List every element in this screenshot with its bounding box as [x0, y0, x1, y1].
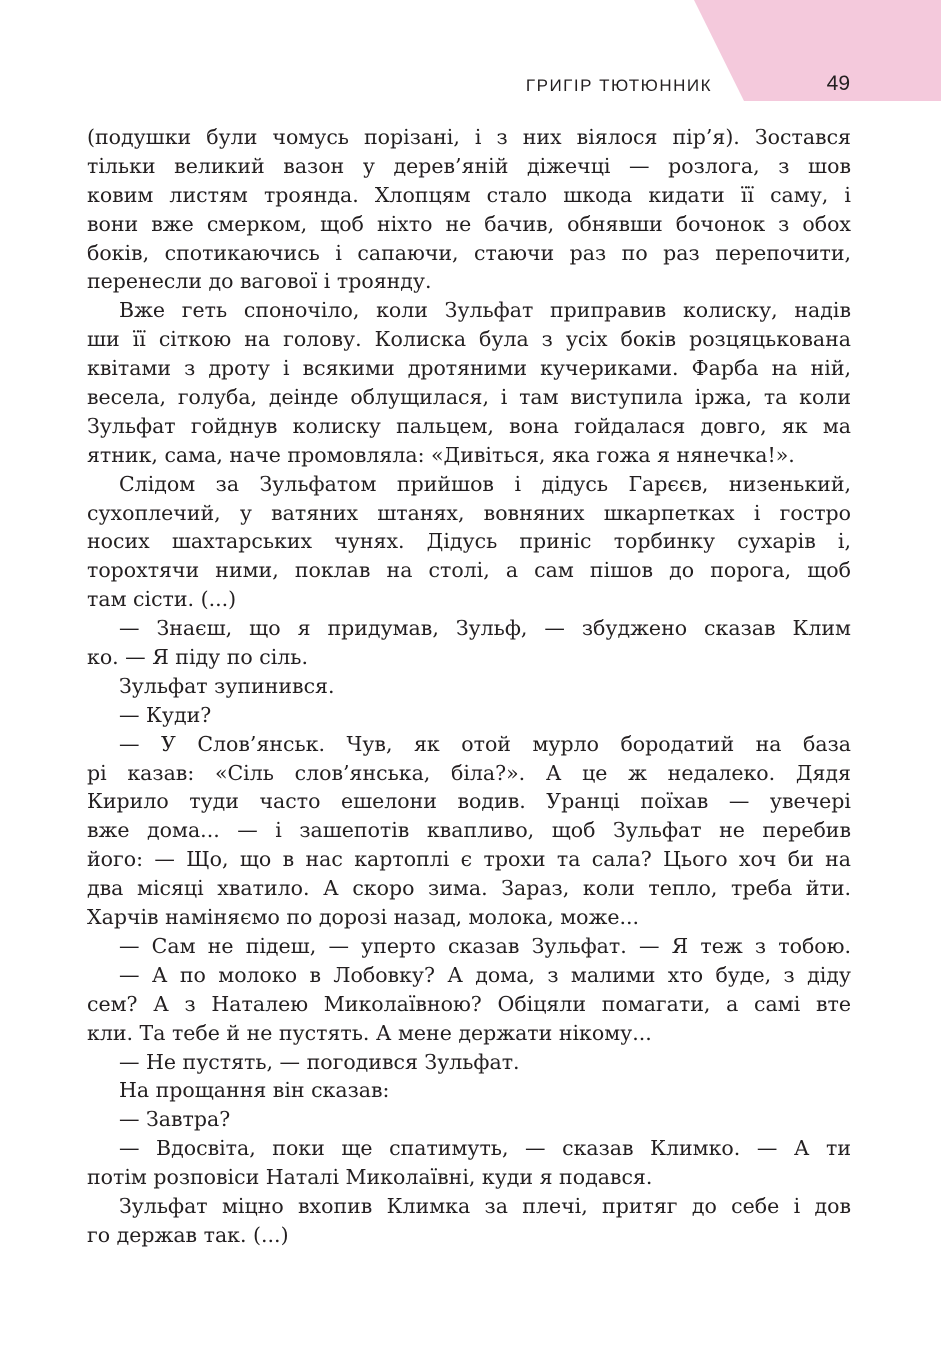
body-line: боків, спотикаючись і сапаючи, стаючи раз по раз перепочити,	[87, 240, 851, 265]
body-line: — Сам не підеш, — уперто сказав Зульфат. — Я теж з тобою.	[119, 933, 851, 958]
body-line: На прощання він сказав:	[119, 1078, 390, 1103]
body-line: два місяці хватило. А скоро зима. Зараз, коли тепло, треба йти.	[87, 876, 851, 901]
running-head-author: ГРИГІР ТЮТЮННИК	[525, 76, 712, 95]
body-line: торохтячи ними, поклав на столі, а сам пішов до порога, щоб	[87, 558, 851, 583]
page-number: 49	[826, 72, 850, 95]
body-line: (подушки були чомусь порізані, і з них віялося пір’я). Зостався	[87, 125, 851, 149]
body-line: вже дома... — і зашепотів квапливо, щоб Зульфат не перебив	[87, 818, 851, 843]
body-line: — А по молоко в Лобовку? А дома, з малими хто буде, з діду	[119, 962, 851, 987]
body-line: ятник, сама, наче промовляла: «Дивіться, яка гожа я нянечка!».	[87, 442, 795, 467]
body-line: го держав так. (...)	[87, 1222, 289, 1247]
body-line: Кирило туди часто ешелони водив. Уранці поїхав — увечері	[87, 789, 851, 814]
body-line: його: — Що, що в нас картоплі є трохи та сала? Цього хоч би на	[87, 847, 851, 872]
body-line: сухоплечий, у ватяних штанях, вовняних шкарпетках і гостро	[87, 500, 851, 525]
body-line: потім розповіси Наталі Миколаївні, куди я подався.	[87, 1165, 653, 1190]
body-line: Зульфат міцно вхопив Климка за плечі, притяг до себе і дов	[119, 1193, 851, 1218]
body-line: перенесли до вагової і троянду.	[87, 269, 432, 294]
body-line: — Куди?	[119, 702, 212, 727]
body-text	[87, 123, 851, 1250]
body-line: — Завтра?	[119, 1107, 231, 1132]
body-line: ковим листям троянда. Хлопцям стало шкода кидати її саму, і	[87, 182, 851, 207]
body-line: кли. Та тебе й не пустять. А мене держати нікому...	[87, 1020, 652, 1045]
body-line: Харчів наміняємо по дорозі назад, молока, може...	[87, 905, 640, 930]
body-line: Зульфат зупинився.	[119, 673, 335, 698]
body-line: Зульфат гойднув колиску пальцем, вона гойдалася довго, як ма	[87, 413, 851, 438]
body-line: вони вже смерком, щоб ніхто не бачив, обнявши бочонок з обох	[87, 211, 851, 236]
body-line: ши її сіткою на голову. Колиска була з усіх боків розцяцькована	[87, 327, 851, 352]
body-line: — Не пустять, — погодився Зульфат.	[119, 1049, 520, 1074]
body-line: — У Слов’янськ. Чув, як отой мурло бородатий на база	[119, 731, 851, 756]
body-line: — Знаєш, що я придумав, Зульф, — збуджено сказав Клим	[119, 616, 851, 641]
body-line: сем? А з Наталею Миколаївною? Обіцяли помагати, а самі вте	[87, 991, 851, 1016]
body-line: тільки великий вазон у дерев’яній діжечці — розлога, з шов	[87, 153, 851, 178]
body-line: — Вдосвіта, поки ще спатимуть, — сказав Климко. — А ти	[119, 1136, 851, 1161]
body-line: весела, голуба, деінде облущилася, і там виступила іржа, та коли	[87, 385, 851, 410]
body-line: Слідом за Зульфатом прийшов і дідусь Гарєєв, низенький,	[119, 471, 851, 496]
body-line: ко. — Я піду по сіль.	[87, 645, 308, 670]
body-line: квітами з дроту і всякими дротяними кучериками. Фарба на ній,	[87, 356, 851, 381]
body-line: рі казав: «Сіль слов’янська, біла?». А це ж недалеко. Дядя	[87, 760, 851, 785]
body-line: Вже геть споночіло, коли Зульфат приправив колиску, надів	[119, 298, 851, 323]
body-line: носих шахтарських чунях. Дідусь приніс торбинку сухарів і,	[87, 529, 851, 554]
body-line: там сісти. (...)	[87, 587, 237, 612]
